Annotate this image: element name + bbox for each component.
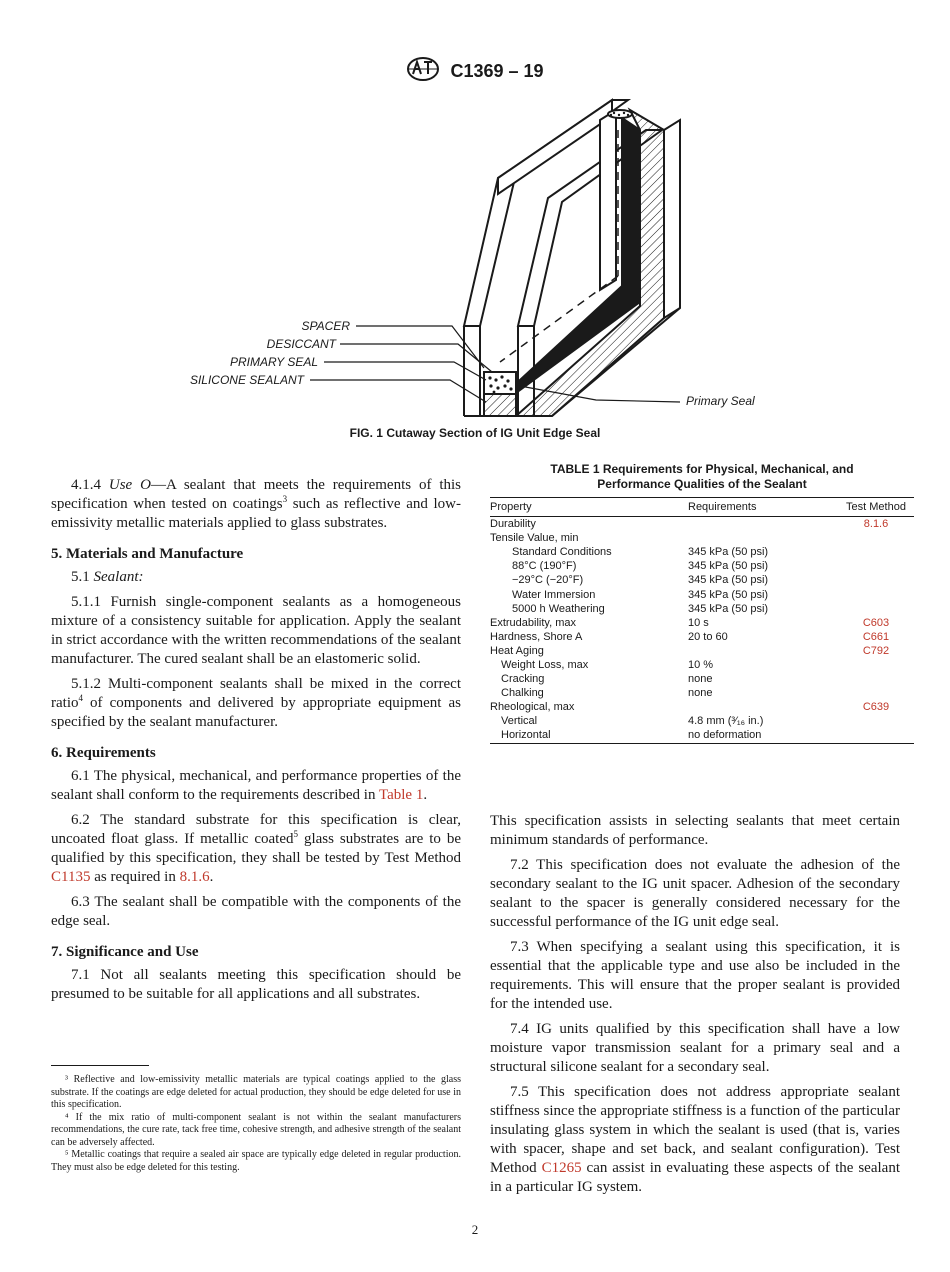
cell-property: Tensile Value, min — [490, 532, 579, 545]
cell-test-method — [838, 672, 914, 686]
figure-caption: FIG. 1 Cutaway Section of IG Unit Edge Seal — [349, 426, 601, 440]
cell-property: 5000 h Weathering — [512, 602, 605, 615]
para-6-3: 6.3 The sealant shall be compatible with the components of the edge seal. — [51, 894, 461, 929]
para-7-2: 7.2 This specification does not evaluate the adhesion of the secondary sealant to the IG unit spacer. Adhesion of the secondary sealant to the spacer is generally considered necessary for the successful performance of the IG unit edge seal. — [490, 857, 900, 930]
cell-requirement: 10 s — [688, 616, 709, 629]
para-7-1: 7.1 Not all sealants meeting this specification should be presumed to be suitable for all applications and all substrates. — [51, 967, 461, 1002]
cell-test-method[interactable]: C603 — [862, 616, 890, 629]
footnote-ref[interactable]: 5 — [293, 829, 299, 839]
table-row — [490, 686, 914, 700]
cell-property: Heat Aging — [490, 644, 544, 657]
cell-property: Hardness, Shore A — [490, 630, 583, 643]
cell-requirement — [688, 517, 838, 532]
para-7-1-cont: This specification assists in selecting sealants that meet certain minimum standards of performance. — [490, 813, 900, 848]
table-row — [490, 644, 914, 658]
table-row — [490, 658, 914, 672]
para-text: glass substrates are to be qualified by this specification, they shall be tested by Test Method — [51, 831, 461, 866]
footnote-5: ⁵ Metallic coatings that require a sealed air space are typically edge deleted in regular production. They must also be edge deleted for this testing. — [51, 1149, 461, 1173]
para-4-1-4 — [51, 476, 461, 533]
cell-test-method — [838, 573, 914, 587]
figure-cutaway — [0, 90, 950, 430]
para-text: 7.5 This specification does not address appropriate sealant stiffness since the appropriate stiffness is a function of the particular insulating glass system in which the sealant is used (that is, varies with spacer, shape and set back, and sealant configuration). Test Method — [490, 1084, 900, 1176]
cell-property: Durability — [490, 518, 536, 531]
para-6-2 — [51, 811, 461, 887]
footnote-ref[interactable]: 4 — [78, 693, 83, 703]
designation: C1369 – 19 — [450, 61, 544, 81]
footnote-3: ³ Reflective and low-emissivity metallic materials are typical coatings applied to the glass substrate. If the coatings are edge deleted for actual production, they should be edge deleted for use in this specification. — [51, 1074, 461, 1110]
cell-requirement: no deformation — [688, 728, 838, 743]
header-requirements: Requirements — [688, 498, 838, 517]
cell-property: Horizontal — [490, 728, 688, 743]
cell-requirement — [688, 644, 838, 658]
header-test-method: Test Method — [838, 498, 914, 517]
footnotes — [51, 1065, 461, 1174]
cell-test-method — [838, 686, 914, 700]
page-number: 2 — [471, 1222, 479, 1237]
para-5-1-2 — [51, 675, 461, 732]
table-row — [490, 728, 914, 743]
standard-link[interactable]: C1265 — [541, 1160, 582, 1176]
table-title — [490, 462, 914, 492]
cell-requirement: 345 kPa (50 psi) — [688, 574, 769, 587]
header-property: Property — [490, 498, 688, 517]
para-number: 5.1 — [71, 569, 90, 585]
cell-requirement: 10 % — [688, 658, 714, 671]
table-title-line: Performance Qualities of the Sealant — [597, 477, 807, 491]
table-row — [490, 531, 914, 545]
cell-property: −29°C (−20°F) — [512, 574, 584, 587]
cell-test-method — [838, 714, 914, 728]
footnote-4: ⁴ If the mix ratio of multi-component sealant is not within the sealant manufacturers recommendations, the cure rate, tack free time, cohesive strength, and adhesive strength of the sealant can be adversely affected. — [51, 1111, 461, 1148]
cell-test-method — [838, 658, 914, 672]
cell-requirement: 345 kPa (50 psi) — [688, 560, 769, 573]
astm-logo-icon — [406, 56, 440, 87]
right-column — [490, 812, 900, 1203]
table-title-line: TABLE 1 Requirements for Physical, Mechanical, and — [550, 462, 854, 476]
label-primary-seal: PRIMARY SEAL — [229, 355, 318, 369]
cell-test-method[interactable]: C639 — [862, 701, 890, 714]
para-text: of components and delivered by appropriate equipment as specified by the sealant manufacturer. — [51, 695, 461, 730]
cell-property: Rheological, max — [490, 701, 575, 714]
para-6-1 — [51, 767, 461, 805]
label-primary-seal-right: Primary Seal — [686, 394, 755, 408]
table-row — [490, 616, 914, 630]
standard-link[interactable]: C1135 — [51, 869, 91, 885]
para-7-4: 7.4 IG units qualified by this specification shall have a low moisture vapor transmission sealant for a primary seal and a structural silicone sealant for a secondary seal. — [490, 1021, 900, 1075]
label-silicone-sealant: SILICONE SEALANT — [189, 373, 304, 387]
cell-requirement: none — [688, 673, 713, 686]
table-row — [490, 700, 914, 714]
cell-test-method[interactable]: C792 — [862, 644, 890, 657]
cell-requirement: 345 kPa (50 psi) — [688, 588, 769, 601]
label-desiccant: DESICCANT — [266, 337, 336, 351]
para-text: . — [209, 869, 214, 885]
table-body — [490, 517, 914, 744]
cell-test-method — [838, 728, 914, 743]
cell-test-method — [838, 559, 914, 573]
para-5-1-1: 5.1.1 Furnish single-component sealants as a homogeneous mixture of a consistency suitable for application. Apply the sealant in strict accordance with the written recommendations of the sealant manufacturer. The cured sealant shall be an elastomeric solid. — [51, 594, 461, 667]
cell-test-method — [838, 587, 914, 601]
cell-requirement: none — [688, 687, 713, 700]
para-text: can assist in evaluating these aspects of the sealant in a particular IG system. — [490, 1160, 900, 1195]
para-5-1 — [51, 568, 461, 587]
cell-requirement — [688, 700, 838, 714]
cell-test-method — [838, 602, 914, 616]
footnote-rule — [51, 1065, 149, 1066]
section-link[interactable]: 8.1.6 — [179, 869, 210, 885]
section-heading-5: 5. Materials and Manufacture — [51, 546, 244, 562]
cell-property: Extrudability, max — [490, 616, 576, 629]
label-spacer: SPACER — [301, 319, 350, 333]
para-number: 4.1.4 — [71, 477, 101, 493]
cell-requirement: 345 kPa (50 psi) — [688, 546, 769, 559]
table-row — [490, 545, 914, 559]
cell-requirement: 20 to 60 — [688, 630, 728, 643]
term: Sealant: — [93, 569, 144, 585]
cell-property: Chalking — [501, 687, 544, 700]
cell-property: 88°C (190°F) — [512, 560, 577, 573]
requirements-table — [490, 497, 914, 744]
cell-requirement: 4.8 mm (³⁄₁₆ in.) — [688, 715, 764, 728]
cell-property: Water Immersion — [512, 588, 596, 601]
footnote-ref[interactable]: 3 — [282, 494, 288, 504]
para-text: 5.1.2 Multi-component sealants shall be mixed in the correct ratio — [51, 676, 461, 711]
para-7-3: 7.3 When specifying a sealant using this specification, it is essential that the applicable type and use also be included in the requirements. This will ensure that the proper sealant is provided for the intended use. — [490, 939, 900, 1012]
cell-property: Vertical — [501, 715, 538, 728]
table-row — [490, 672, 914, 686]
table-row — [490, 714, 914, 728]
section-heading-6: 6. Requirements — [51, 745, 156, 761]
cell-test-method — [838, 531, 914, 545]
para-text: . — [423, 787, 428, 803]
table-header-row — [490, 498, 914, 517]
cell-test-method[interactable]: 8.1.6 — [863, 518, 889, 531]
table-row — [490, 573, 914, 587]
para-text: as required in — [90, 869, 180, 885]
para-text: 6.1 The physical, mechanical, and performance properties of the sealant shall conform to the requirements described in — [51, 768, 461, 803]
term: Use O — [108, 477, 151, 493]
cell-property: Cracking — [501, 673, 545, 686]
para-text: —A sealant that meets the requirements of this specification when tested on coatings — [51, 477, 462, 512]
cell-property: Weight Loss, max — [501, 658, 589, 671]
table-row — [490, 559, 914, 573]
table-row — [490, 587, 914, 601]
table-row — [490, 630, 914, 644]
table-1 — [490, 462, 914, 744]
para-text: such as reflective and low-emissivity metallic materials applied to glass substrates. — [51, 496, 461, 531]
cell-requirement — [688, 531, 838, 545]
left-column — [51, 476, 461, 1010]
section-heading-7: 7. Significance and Use — [51, 944, 199, 960]
cell-property: Standard Conditions — [512, 546, 612, 559]
table-row — [490, 517, 914, 532]
cell-requirement: 345 kPa (50 psi) — [688, 602, 769, 615]
cell-test-method — [838, 545, 914, 559]
table-link[interactable]: Table 1 — [378, 787, 424, 803]
para-text: 6.2 The standard substrate for this specification is clear, uncoated float glass. If metallic coated — [51, 812, 461, 847]
page-header — [0, 56, 950, 87]
para-7-5 — [490, 1083, 900, 1197]
table-row — [490, 602, 914, 616]
ig-unit-drawing — [0, 90, 950, 430]
cell-test-method[interactable]: C661 — [862, 630, 890, 643]
